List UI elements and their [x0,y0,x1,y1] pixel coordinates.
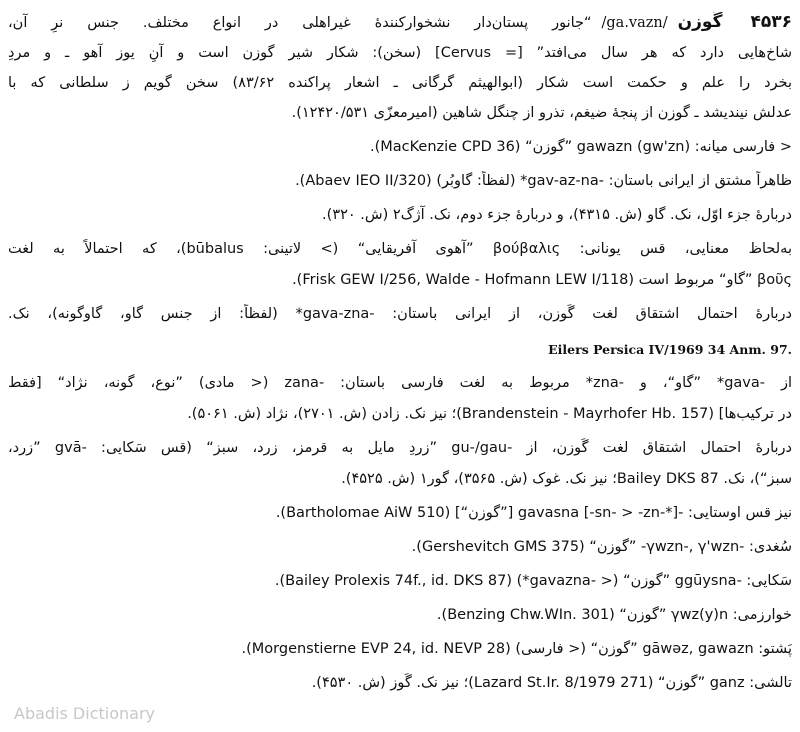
entry-transcription: /ga.vazn/ [601,15,668,31]
etymology-line: در ترکیب‌ها] (Brandenstein - Mayrhofer Hb. 157)؛ نیز نک. زادن (ش. ۲۷۰۱)، نژاد (ش. ۵۰۶۱). [187,406,792,422]
reference-line: Eilers Persica IV/1969 34 Anm. 97. [548,342,792,357]
etymology-line: از -gava* ”گاو“، و -zna* مربوط به لغت فارسی باستان: -zana (< مادی) ”نوع، گونه، نژاد“ [فقط [8,375,792,391]
entry-line: عدلش نیندیشد ـ گوزن از پنجهٔ ضیغم، تذرو از چنگل شاهین (امیرمعزّی ۱۲۴۲۰/۵۳۱). [291,105,792,121]
cognate-line: سُغدی: -γwzn-, γ'wzn- ”گوزن“ (Gershevitch GMS 375). [411,539,792,555]
etymology-line: βοῦς ”گاو“ مربوط است (Frisk GEW I/256, Walde - Hofmann LEW I/118). [292,272,792,288]
etymology-line: < فارسی میانه: gawazn (gw'zn) ”گوزن“ (MacKenzie CPD 36). [369,139,792,155]
etymology-line: سبز“)، نک. Bailey DKS 87؛ نیز نک. غوک (ش. ۳۵۶۵)، گور۱ (ش. ۴۵۲۵). [341,471,792,487]
cognate-line: خوارزمی: γwz(y)n ”گوزن“ (Benzing Chw.WIn. 301). [436,607,792,623]
watermark: Abadis Dictionary [14,704,155,723]
etymology-line: دربارهٔ احتمال اشتقاق لغت گَوزن، از ایرانی باستان: -gava-zna* (لفظاً: از جنس گاو، گاوگونه)، نک. [8,306,792,322]
etymology-line: دربارهٔ جزء اوّل، نک. گاو (ش. ۴۳۱۵)، و دربارهٔ جزء دوم، نک. آژگ۲ (ش. ۳۲۰). [322,207,792,223]
cognate-line: سَکایی: -ggūysna ”گوزن“ (< -gavazna*) (Bailey Prolexis 74f., id. DKS 87). [274,573,792,589]
etymology-line: دربارهٔ احتمال اشتقاق لغت گَوزن، از -gu-/gau ”زردِ مایل به قرمز، زرد، سبز“ (قس سَکایی: -gvā ”زرد، [8,440,792,456]
entry-definition: “جانور پستان‌دار نشخوارکنندهٔ غیراهلی در انواع مختلف. جنس نرِ آن، [8,15,592,31]
cognate-line: نیز قس اوستایی: -gavasna [-sn- > -zn-*] [”گوزن“] (Bartholomae AiW 510). [275,505,792,521]
entry-header [8,12,792,33]
cognate-line: تالشی: ganz ”گوزن“ (Lazard St.Ir. 8/1979 271)؛ نیز نک. گَوز (ش. ۴۵۳۰). [311,675,792,691]
entry-line: بخرد را علم و حکمت است شکار (ابوالهیثم گرگانی ـ اشعار پراکنده ۸۳/۶۲) سخن گویم ز سلطانی که با [8,75,792,91]
etymology-line: ظاهراً مشتق از ایرانی باستان: -gav-az-na* (لفظاً: گاوبُر) (Abaev IEO II/320). [295,173,792,189]
entry-line: شاخ‌هایی دارد که هر سال می‌افتد” [= Cervus] (سخن): شکار شیر گوزن است و آنِ یوز آهو ـ و مردِ [8,45,792,61]
entry-number: ۴۵۳۶ [750,12,792,32]
etymology-line: به‌لحاظ معنایی، قس یونانی: βούβαλις ”آهوی آفریقایی“ (> لاتینی: būbalus)، که احتمالاً به لغت [8,241,792,257]
entry-headword: گَوزن [677,12,723,32]
cognate-line: پَشتو: gāwəz, gawazn ”گوزن“ (< فارسی) (Morgenstierne EVP 24, id. NEVP 28). [241,641,792,657]
